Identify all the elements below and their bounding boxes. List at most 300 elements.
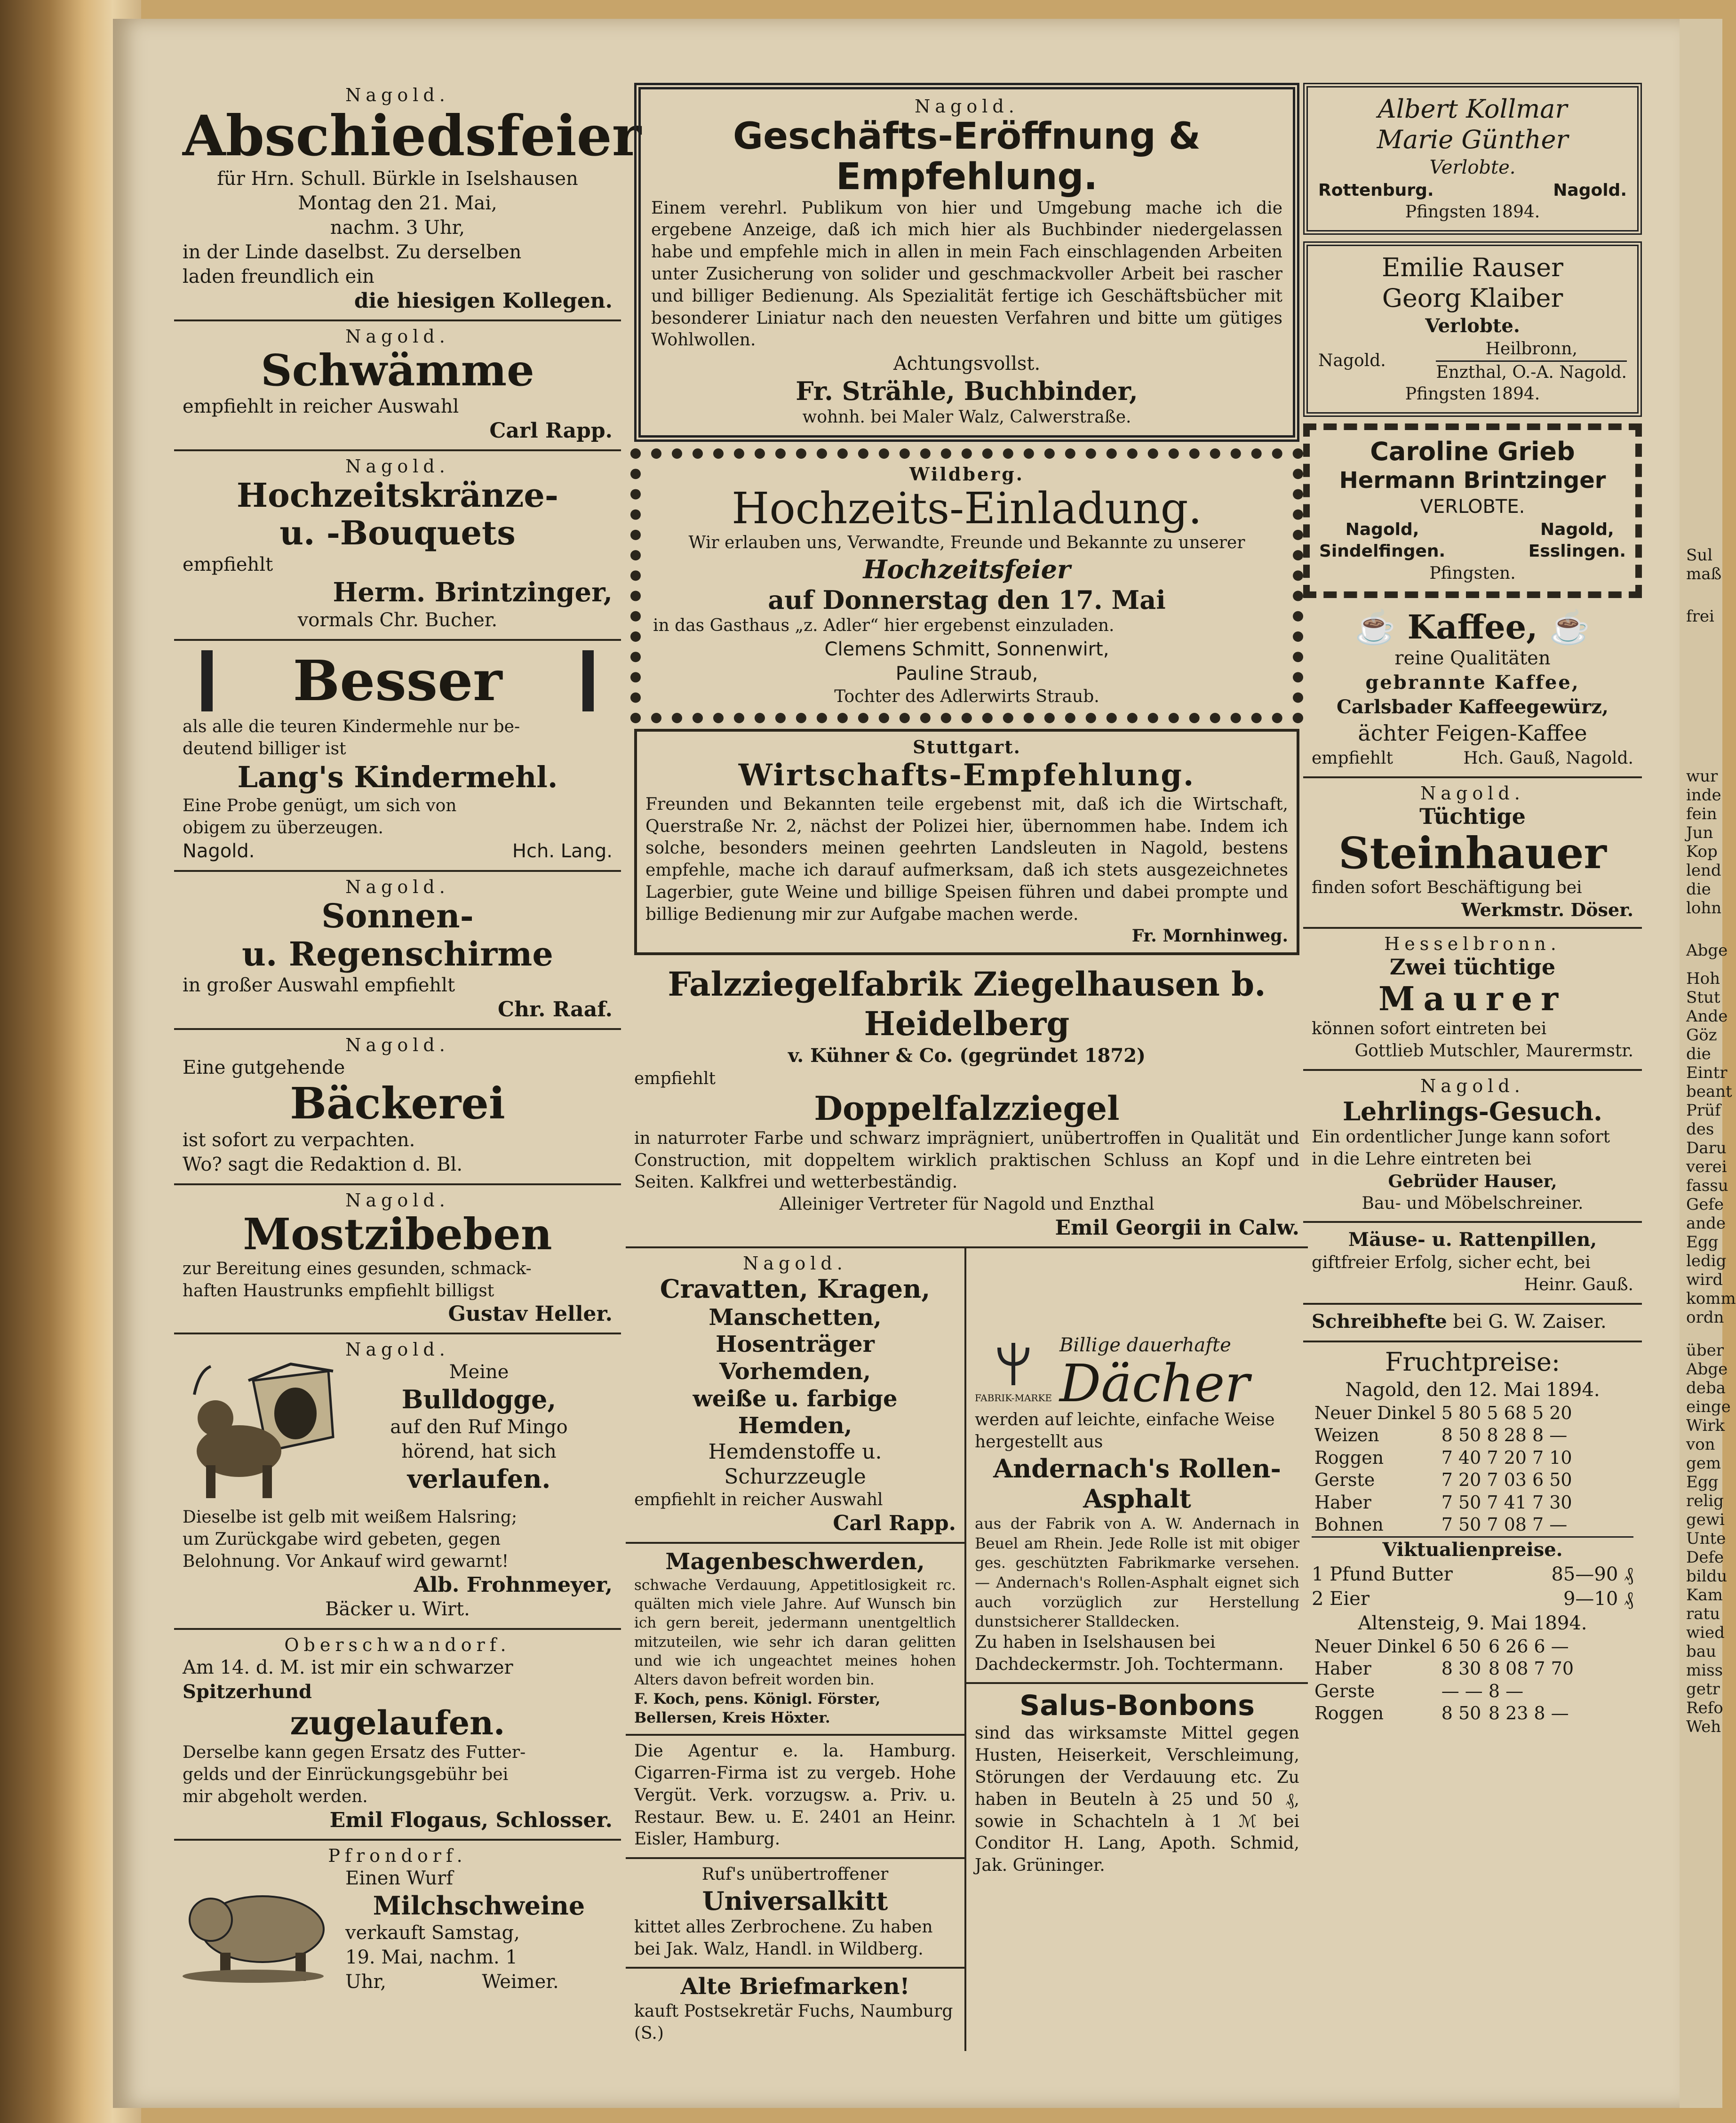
- table-cell: 6 26: [1488, 1636, 1529, 1657]
- coffee-mill-icon: ☕: [1549, 607, 1591, 646]
- ad-title: verlaufen.: [407, 1464, 551, 1494]
- table-cell: Neuer Dinkel: [1314, 1636, 1436, 1657]
- ad-baeckerei: [174, 1030, 621, 1185]
- table-cell: 7 08: [1487, 1514, 1527, 1535]
- middle-bottom-left: [626, 1248, 966, 2051]
- ad-title: Magenbeschwerden,: [665, 1548, 925, 1575]
- ad-line: können sofort eintreten bei: [1312, 1019, 1547, 1038]
- ad-line: giftfreier Erfolg, sicher echt, bei: [1312, 1253, 1591, 1273]
- ad-line: empfiehlt: [634, 1069, 716, 1088]
- fragment-line: lend: [1686, 861, 1721, 880]
- ad-title: Cravatten, Kragen,: [660, 1274, 931, 1304]
- ad-briefmarken: [626, 1969, 964, 2051]
- ad-line: Dieselbe ist gelb mit weißem Halsring;: [183, 1508, 518, 1527]
- ad-signature: Fr. Strähle, Buchbinder,: [796, 376, 1138, 407]
- ad-signature: die hiesigen Kollegen.: [354, 288, 613, 313]
- fragment-line: wird: [1686, 1270, 1723, 1289]
- ad-title: Mäuse- u. Rattenpillen,: [1348, 1229, 1597, 1251]
- table-cell: 8 50: [1441, 1703, 1481, 1724]
- ad-line: vormals Chr. Bucher.: [297, 609, 498, 631]
- ad-text: Einem verehrl. Publikum von hier und Umgebung mache ich die ergebene Anzeige, daß ich mich hier als Buchbinder niedergelassen habe und empfehle mich in allen in mein Fach einschlagenden Arbeiten unter Zusicherung von solider und geschmackvoller Arbeit bei rascher und billiger Bedienung. Als Spezialität fertige ich Geschäftsbücher mit besonderer Liniatur nach den neuesten Verfahren und bitte um gütiges Wohlwollen.: [651, 198, 1282, 350]
- ad-product: Doppelfalzziegel: [814, 1089, 1120, 1128]
- ad-signature: Carl Rapp.: [833, 1511, 956, 1536]
- ad-line: Nagold,: [1540, 519, 1614, 539]
- fragment-line: wied: [1686, 1623, 1725, 1642]
- prices-subtitle: Altensteig, 9. Mai 1894.: [1358, 1612, 1587, 1634]
- fragment-line: Kop: [1686, 842, 1718, 861]
- ad-line: Am 14. d. M. ist mir ein schwarzer: [183, 1656, 513, 1678]
- ad-place: Nagold.: [345, 877, 450, 898]
- fragment-line: Weh: [1686, 1717, 1721, 1736]
- ad-line: Ein ordentlicher Junge kann sofort: [1312, 1127, 1610, 1147]
- ad-place: Nagold.: [345, 1189, 450, 1211]
- fragment-line: deba: [1686, 1379, 1726, 1397]
- ad-title: Besser: [201, 650, 594, 711]
- ad-line: obigem zu überzeugen.: [183, 818, 383, 838]
- table-row: [1312, 1636, 1577, 1658]
- ad-title: Bulldogge,: [401, 1384, 557, 1415]
- ad-text: Freunden und Bekannten teile ergebenst mit, daß ich die Wirtschaft, Querstraße Nr. 2, nächst der Polizei hier, übernommen habe. Indem ich solche, besonders meinen geehrten Landsleuten in Nagold, bestens empfehle, mache ich darauf aufmerksam, daß ich stets ausgezeichnetes Lagerbier, gute Weine und billige Speisen führen und dabei prompte und billige Bedienung mir zur Aufgabe machen werde.: [645, 794, 1288, 924]
- ad-line: als alle die teuren Kindermehle nur be-: [183, 717, 520, 736]
- ad-place: Nagold.: [345, 455, 450, 477]
- ad-verlobung-kollmar: [1303, 83, 1642, 235]
- ad-line: Wo? sagt die Redaktion d. Bl.: [183, 1153, 463, 1175]
- ad-title: Andernach's Rollen-Asphalt: [993, 1453, 1281, 1514]
- fragment-line: ande: [1686, 1214, 1726, 1233]
- table-cell: 6 50: [1441, 1636, 1481, 1657]
- fragment-line: Daru: [1686, 1139, 1727, 1157]
- ad-place: Nagold.: [1420, 783, 1525, 804]
- ad-line: Eine gutgehende: [183, 1057, 345, 1079]
- table-cell: Haber: [1314, 1492, 1371, 1513]
- ad-line: Esslingen.: [1528, 542, 1626, 561]
- ad-signature: Gottlieb Mutschler, Maurermstr.: [1354, 1041, 1633, 1061]
- ad-signature: Herm. Brintzinger,: [333, 576, 613, 608]
- ad-place: Nagold.: [345, 1035, 450, 1056]
- ad-line: laden freundlich ein: [183, 265, 374, 287]
- ad-line: empfiehlt in reicher Auswahl: [634, 1490, 883, 1510]
- ad-text: sind das wirksamste Mittel gegen Husten, Heiserkeit, Verschleimung, Störungen der Verdauung etc. Zu haben in Beuteln à 25 und 50 ₰, sowie in Schachteln à 1 ℳ bei Conditor H. Lang, Apoth. Schmid, Jak. Grüninger.: [975, 1724, 1299, 1876]
- ad-signature: Heinr. Gauß.: [1524, 1275, 1633, 1295]
- ad-line: ist sofort zu verpachten.: [183, 1129, 415, 1151]
- ad-line: Wir erlauben uns, Verwandte, Freunde und Bekannte zu unserer: [688, 533, 1245, 552]
- ad-title: Wirtschafts-Empfehlung.: [738, 757, 1195, 793]
- ad-title: Hochzeits-Einladung.: [732, 483, 1202, 534]
- ad-title: Geschäfts-Eröffnung & Empfehlung.: [733, 115, 1201, 198]
- ad-line: VERLOBTE.: [1420, 495, 1525, 518]
- ad-steinhauer: [1303, 778, 1642, 929]
- ad-title: Dächer: [1059, 1353, 1250, 1413]
- ad-line: 19. Mai, nachm. 1: [345, 1947, 518, 1969]
- ad-title: u. -Bouquets: [279, 513, 516, 553]
- table-cell: 5 68: [1487, 1402, 1527, 1423]
- table-cell: Haber: [1314, 1658, 1371, 1679]
- ad-line: Sindelfingen.: [1319, 542, 1446, 561]
- ad-line: in großer Auswahl empfiehlt: [183, 974, 455, 997]
- table-cell: 7 41: [1487, 1492, 1527, 1513]
- ad-place: Nagold.: [1420, 1075, 1525, 1096]
- ad-hochzeits-einladung: [626, 448, 1308, 723]
- fragment-line: die: [1686, 880, 1711, 899]
- ad-besser: [174, 641, 621, 872]
- ad-title: Salus-Bonbons: [1019, 1689, 1255, 1723]
- ad-name: Clemens Schmitt, Sonnenwirt,: [824, 638, 1109, 661]
- ad-title: Sonnen-: [321, 896, 474, 936]
- fragment-line: fassu: [1686, 1176, 1728, 1195]
- ad-line: Nagold,: [1345, 519, 1419, 539]
- ad-line: Heilbronn,: [1485, 339, 1577, 359]
- ad-line: Alleiniger Vertreter für Nagold und Enzthal: [779, 1195, 1155, 1214]
- fragment-line: getr: [1686, 1680, 1720, 1699]
- ad-name: Hermann Brintzinger: [1339, 467, 1606, 494]
- ad-text: in naturroter Farbe und schwarz imprägniert, unübertroffen in Qualität und Construction, mit doppeltem wirklich praktischen Schluss an Kopf und Seiten. Kalkfrei und wetterbeständig.: [634, 1128, 1299, 1192]
- table-row: [1312, 1680, 1577, 1703]
- ad-title-text: Kaffee,: [1407, 607, 1538, 646]
- table-cell: [1531, 1680, 1577, 1703]
- ad-line: Rottenburg.: [1318, 180, 1434, 200]
- table-cell: 8 28: [1487, 1425, 1527, 1446]
- ad-event: Hochzeitsfeier: [863, 554, 1071, 584]
- ad-line: Verlobte.: [1425, 314, 1520, 337]
- fragment-line: ordn: [1686, 1308, 1724, 1327]
- fragment-line: Wirk: [1686, 1416, 1725, 1435]
- ad-line: für Hrn. Schull. Bürkle in Iselshausen: [217, 168, 578, 190]
- ad-place: Oberschwandorf.: [284, 1634, 511, 1655]
- ad-place: Hesselbronn.: [1384, 934, 1561, 955]
- ad-line: auf den Ruf Mingo: [390, 1416, 568, 1438]
- table-cell: 7 30: [1532, 1492, 1572, 1513]
- ad-name: Pauline Straub,: [895, 663, 1038, 685]
- table-cell: 7 —: [1532, 1514, 1568, 1535]
- ad-wirtschafts-empfehlung: [634, 729, 1299, 955]
- ad-line: empfiehlt: [1312, 749, 1393, 768]
- ad-title: weiße u. farbige Hemden,: [693, 1385, 898, 1439]
- ad-title: Alte Briefmarken!: [680, 1973, 910, 2000]
- ad-footer: [183, 839, 613, 863]
- ad-title: [1312, 608, 1633, 646]
- table-row: [1312, 1658, 1577, 1680]
- ad-line: gelds und der Einrückungsgebühr bei: [183, 1765, 509, 1785]
- table-cell: 7 10: [1532, 1447, 1572, 1468]
- ad-line: Carlsbader Kaffeegewürz,: [1337, 696, 1609, 718]
- trademark-label: FABRIK-MARKE: [975, 1392, 1052, 1404]
- ad-line: v. Kühner & Co. (gegründet 1872): [788, 1044, 1146, 1067]
- fragment-line: Abge: [1686, 941, 1728, 960]
- ad-title: Manschetten, Hosenträger: [709, 1304, 882, 1358]
- ad-title: Vorhemden,: [719, 1358, 871, 1385]
- ad-title: Hochzeitskränze-: [237, 475, 558, 515]
- fragment-line: Jun: [1686, 823, 1713, 842]
- column-left: [174, 80, 641, 2001]
- table-cell: Bohnen: [1314, 1514, 1384, 1535]
- ad-text: kauft Postsekretär Fuchs, Naumburg (S.): [634, 2001, 953, 2043]
- ad-line: Achtungsvollst.: [893, 353, 1041, 375]
- ad-text: aus der Fabrik von A. W. Andernach in Beuel am Rhein. Jede Rolle ist mit obiger ges. geschützten Fabrikmarke versehen. — Andernach's Rollen-Asphalt eignet sich auch vorzüglich zur Herstellung dunstsicherer Stalldecken.: [975, 1515, 1299, 1631]
- table-row: [1312, 1469, 1575, 1492]
- ad-title: Steinhauer: [1338, 828, 1607, 879]
- ad-line: nachm. 3 Uhr,: [330, 216, 465, 239]
- ad-name: Albert Kollmar: [1378, 94, 1568, 124]
- ad-product: Lang's Kindermehl.: [237, 760, 558, 795]
- ad-line: in das Gasthaus „z. Adler“ hier ergebenst einzuladen.: [653, 616, 1115, 636]
- fragment-line: Ande: [1686, 1007, 1728, 1026]
- fragment-line: beant: [1686, 1082, 1732, 1101]
- fragment-line: ledig: [1686, 1252, 1727, 1270]
- ad-title: u. Regenschirme: [242, 934, 553, 974]
- ad-line: Zwei tüchtige: [1389, 954, 1556, 980]
- ad-footer-right: Hch. Lang.: [512, 840, 613, 862]
- ad-slogan: Billige dauerhafte: [1059, 1334, 1231, 1356]
- ad-place: Wildberg.: [909, 463, 1025, 485]
- next-page-fragment: [1680, 19, 1736, 2108]
- ad-text: schwache Verdauung, Appetitlosigkeit rc. quälten mich viele Jahre. Auf Wunsch bin ich gern bereit, jedermann unentgeltlich mitzuteilen, wie sehr ich daran gelitten und wie ich ungeachtet meines hohen Alters davon befreit worden bin.: [634, 1576, 956, 1689]
- fragment-line: miss: [1686, 1661, 1723, 1680]
- ad-date: Pfingsten 1894.: [1405, 202, 1540, 222]
- fragment-line: Defe: [1686, 1548, 1724, 1567]
- table-cell: 8 08: [1488, 1658, 1529, 1679]
- ad-line: Eine Probe genügt, um sich von: [183, 796, 457, 815]
- ad-title: Hemdenstoffe u. Schurzzeugle: [708, 1439, 882, 1489]
- table-cell: 7 50: [1441, 1514, 1481, 1535]
- ad-name: Georg Klaiber: [1382, 283, 1563, 313]
- ad-line: Meine: [449, 1361, 509, 1383]
- fragment-line: Unte: [1686, 1529, 1726, 1548]
- ad-line: um Zurückgabe wird gebeten, gegen: [183, 1530, 501, 1549]
- ad-signature: Alb. Frohnmeyer,: [414, 1572, 613, 1597]
- fragment-line: einge: [1686, 1397, 1731, 1416]
- ad-bulldogge: [174, 1334, 621, 1629]
- ad-name: Emilie Rauser: [1382, 253, 1563, 283]
- ad-line: gebrannte Kaffee,: [1365, 671, 1580, 694]
- fragment-line: Egg: [1686, 1473, 1719, 1492]
- table-cell: Gerste: [1314, 1680, 1375, 1701]
- column-middle: [626, 80, 1308, 2051]
- table-cell: 7 40: [1441, 1447, 1481, 1468]
- ad-title: Falzziegelfabrik Ziegelhausen b. Heidelberg: [668, 964, 1266, 1043]
- ad-schirme: [174, 872, 621, 1030]
- ad-line: Derselbe kann gegen Ersatz des Futter-: [183, 1743, 526, 1763]
- table-cell: 85—90 ₰: [1551, 1563, 1633, 1585]
- ad-date: Pfingsten 1894.: [1405, 384, 1540, 404]
- table-cell: 8 50: [1441, 1425, 1481, 1446]
- fragment-line: maß: [1686, 565, 1722, 583]
- table-cell: 5 20: [1532, 1402, 1572, 1423]
- ad-name: Marie Günther: [1377, 124, 1569, 154]
- ad-signature: Werkmstr. Döser.: [1461, 899, 1633, 921]
- table-cell: Roggen: [1314, 1447, 1384, 1468]
- table-cell: 8 23: [1488, 1703, 1529, 1724]
- table-row: [1312, 1492, 1575, 1514]
- table-row: [1312, 1514, 1575, 1536]
- ad-line: Uhr, Weimer.: [345, 1971, 559, 1993]
- table-cell: Roggen: [1314, 1703, 1384, 1724]
- table-cell: Gerste: [1314, 1469, 1375, 1491]
- ad-milchschweine: [174, 1841, 621, 2001]
- fragment-line: Stut: [1686, 988, 1720, 1007]
- ad-line: Spitzerhund: [183, 1680, 312, 1703]
- ad-signature: F. Koch, pens. Königl. Förster, Bellersen, Kreis Höxter.: [634, 1690, 881, 1726]
- coffee-mill-icon: ☕: [1354, 607, 1396, 646]
- fragment-line: Kam: [1686, 1586, 1723, 1604]
- ad-place: Pfrondorf.: [328, 1845, 467, 1866]
- table-cell: 7 50: [1441, 1492, 1481, 1513]
- ad-line: empfiehlt: [183, 553, 273, 575]
- fragment-line: komm: [1686, 1289, 1736, 1308]
- fragment-line: Sul: [1686, 546, 1713, 565]
- table-cell: 9—10 ₰: [1563, 1588, 1633, 1610]
- ad-cravatten: [626, 1248, 964, 1544]
- table-row: [1312, 1447, 1575, 1469]
- ad-schreibhefte: [1303, 1305, 1642, 1342]
- middle-bottom-right: [966, 1248, 1308, 2051]
- ad-place: Nagold.: [915, 96, 1019, 117]
- table-row: [1312, 1424, 1575, 1447]
- ad-line: haften Haustrunks empfiehlt billigst: [183, 1281, 494, 1301]
- dog-kennel-icon: [183, 1362, 338, 1505]
- ad-line: finden sofort Beschäftigung bei: [1312, 878, 1582, 898]
- ad-title: Maurer: [1378, 979, 1567, 1019]
- ad-line: Bau- und Möbelschreiner.: [1362, 1193, 1584, 1213]
- column-right: [1303, 80, 1642, 1732]
- ad-line: ächter Feigen-Kaffee: [1358, 720, 1587, 746]
- ad-title: Schwämme: [261, 344, 534, 396]
- table-cell: 7 20: [1441, 1469, 1481, 1491]
- ad-title: Schreibhefte: [1312, 1310, 1447, 1333]
- ad-line: bei G. W. Zaiser.: [1453, 1311, 1607, 1333]
- prices-subtitle: Viktualienpreise.: [1312, 1536, 1633, 1562]
- ad-rattenpillen: [1303, 1223, 1642, 1305]
- fragment-line: relig: [1686, 1492, 1724, 1510]
- table-cell: 7 03: [1487, 1469, 1527, 1491]
- ad-title: Universalkitt: [702, 1885, 888, 1916]
- ad-place: Stuttgart.: [913, 736, 1021, 758]
- ad-text: Die Agentur e. la. Hamburg. Cigarren-Firma ist zu vergeb. Hohe Vergüt. Verk. vorzugsw. a. Priv. u. Restaur. Bew. u. E. 2401 an Heinr. Eisler, Hamburg.: [634, 1741, 956, 1849]
- ad-line: empfiehlt in reicher Auswahl: [183, 395, 459, 417]
- fragment-line: fein: [1686, 805, 1717, 823]
- table-cell: 7 70: [1534, 1658, 1574, 1679]
- table-cell: Weizen: [1314, 1425, 1379, 1446]
- table-cell: 7 20: [1487, 1447, 1527, 1468]
- ad-place: Nagold.: [345, 1339, 450, 1360]
- ad-date: Pfingsten.: [1429, 564, 1516, 583]
- prices-title: Fruchtpreise:: [1385, 1347, 1561, 1377]
- fragment-line: Refo: [1686, 1699, 1723, 1717]
- ad-signature: Gebrüder Hauser,: [1388, 1171, 1557, 1191]
- table-cell: 8 —: [1532, 1425, 1568, 1446]
- fragment-line: Eintr: [1686, 1063, 1728, 1082]
- ad-place: Nagold.: [345, 85, 450, 105]
- ad-signature: Emil Flogaus, Schlosser.: [329, 1808, 613, 1832]
- ad-maurer: [1303, 929, 1642, 1070]
- ad-line: Belohnung. Vor Ankauf wird gewarnt!: [183, 1551, 509, 1571]
- fragment-line: von: [1686, 1435, 1715, 1454]
- table-row: [1312, 1702, 1577, 1725]
- ad-signature: Hch. Gauß, Nagold.: [1463, 749, 1633, 768]
- table-cell: 2 Eier: [1312, 1588, 1370, 1610]
- ad-abschiedsfeier: [174, 80, 641, 321]
- table-row: [1312, 1402, 1575, 1425]
- ad-line: deutend billiger ist: [183, 739, 346, 758]
- ad-line: Einen Wurf: [345, 1867, 454, 1889]
- fragment-line: Hoh: [1686, 969, 1720, 988]
- fragment-line: verei: [1686, 1157, 1727, 1176]
- ad-line: verkauft Samstag,: [345, 1922, 520, 1944]
- fragment-line: ratu: [1686, 1604, 1720, 1623]
- ad-line: Tochter des Adlerwirts Straub.: [834, 687, 1099, 707]
- ad-line: reine Qualitäten: [1394, 647, 1551, 670]
- ad-line: Nagold.: [1553, 180, 1627, 200]
- price-table-altensteig: [1312, 1636, 1577, 1725]
- ad-title: Bäckerei: [290, 1078, 505, 1129]
- ad-title: Lehrlings-Gesuch.: [1343, 1096, 1602, 1126]
- table-cell: 8 30: [1441, 1658, 1481, 1679]
- ad-date: auf Donnerstag den 17. Mai: [768, 584, 1166, 615]
- ad-title: zugelaufen.: [290, 1703, 505, 1742]
- ad-line: Ruf's unübertroffener: [701, 1865, 889, 1884]
- ad-magenbeschwerden: [626, 1544, 964, 1736]
- table-cell: 8 —: [1488, 1680, 1524, 1701]
- fragment-line: gem: [1686, 1454, 1721, 1473]
- ad-title: Mostzibeben: [243, 1208, 552, 1260]
- pig-icon: [183, 1868, 338, 1992]
- ad-signature: Chr. Raaf.: [497, 998, 613, 1022]
- ad-name: Caroline Grieb: [1370, 437, 1575, 467]
- fragment-line: Abge: [1686, 1360, 1728, 1379]
- table-cell: Neuer Dinkel: [1314, 1402, 1436, 1423]
- ad-line: Verlobte.: [1429, 156, 1516, 178]
- table-cell: 5 80: [1441, 1402, 1481, 1423]
- table-cell: 6 —: [1534, 1636, 1569, 1657]
- ad-salus-bonbons: [966, 1684, 1308, 1884]
- fragment-line: Egg: [1686, 1233, 1719, 1252]
- fragment-line: über: [1686, 1341, 1724, 1360]
- ad-signature: Gustav Heller.: [448, 1302, 613, 1326]
- ad-line: Tüchtige: [1419, 804, 1526, 830]
- fragment-line: frei: [1686, 607, 1714, 626]
- fragment-line: Gefe: [1686, 1195, 1724, 1214]
- ad-text: Zu haben in Iselshausen bei Dachdeckermstr. Joh. Tochtermann.: [975, 1632, 1284, 1674]
- ad-line: in die Lehre eintreten bei: [1312, 1149, 1532, 1169]
- ad-place: Nagold.: [743, 1253, 847, 1274]
- fragment-line: Göz: [1686, 1026, 1717, 1045]
- ad-line: wohnh. bei Maler Walz, Calwerstraße.: [802, 407, 1131, 427]
- ad-line: Nagold.: [1318, 351, 1386, 370]
- ad-line: in der Linde daselbst. Zu derselben: [183, 241, 522, 263]
- fragment-line: wur: [1686, 767, 1718, 786]
- middle-bottom-split: [626, 1248, 1308, 2051]
- ad-footer-left: Nagold.: [183, 840, 255, 862]
- fragment-line: des: [1686, 1120, 1714, 1139]
- ad-line: zur Bereitung eines gesunden, schmack-: [183, 1259, 532, 1278]
- fragment-line: bildu: [1686, 1567, 1728, 1586]
- fragment-line: gewi: [1686, 1510, 1725, 1529]
- ad-kaffee: [1303, 604, 1642, 778]
- ad-line: Montag den 21. Mai,: [298, 192, 497, 214]
- ad-hochzeitskraenze: [174, 451, 621, 641]
- ad-schwaemme: [174, 321, 621, 451]
- ad-line: mir abgeholt werden.: [183, 1787, 368, 1806]
- table-cell: — —: [1441, 1680, 1483, 1701]
- ad-falzziegel: [626, 960, 1308, 1248]
- fragment-line: Prüf: [1686, 1101, 1721, 1120]
- ad-text: kittet alles Zerbrochene. Zu haben bei Jak. Walz, Handl. in Wildberg.: [634, 1917, 933, 1959]
- table-cell: 6 50: [1532, 1469, 1572, 1491]
- ad-geschaefts-eroeffnung: [626, 83, 1308, 442]
- table-cell: 1 Pfund Butter: [1312, 1563, 1453, 1585]
- fragment-line: lohn: [1686, 899, 1722, 918]
- ad-universalkitt: [626, 1859, 964, 1969]
- price-table-nagold: [1312, 1402, 1575, 1536]
